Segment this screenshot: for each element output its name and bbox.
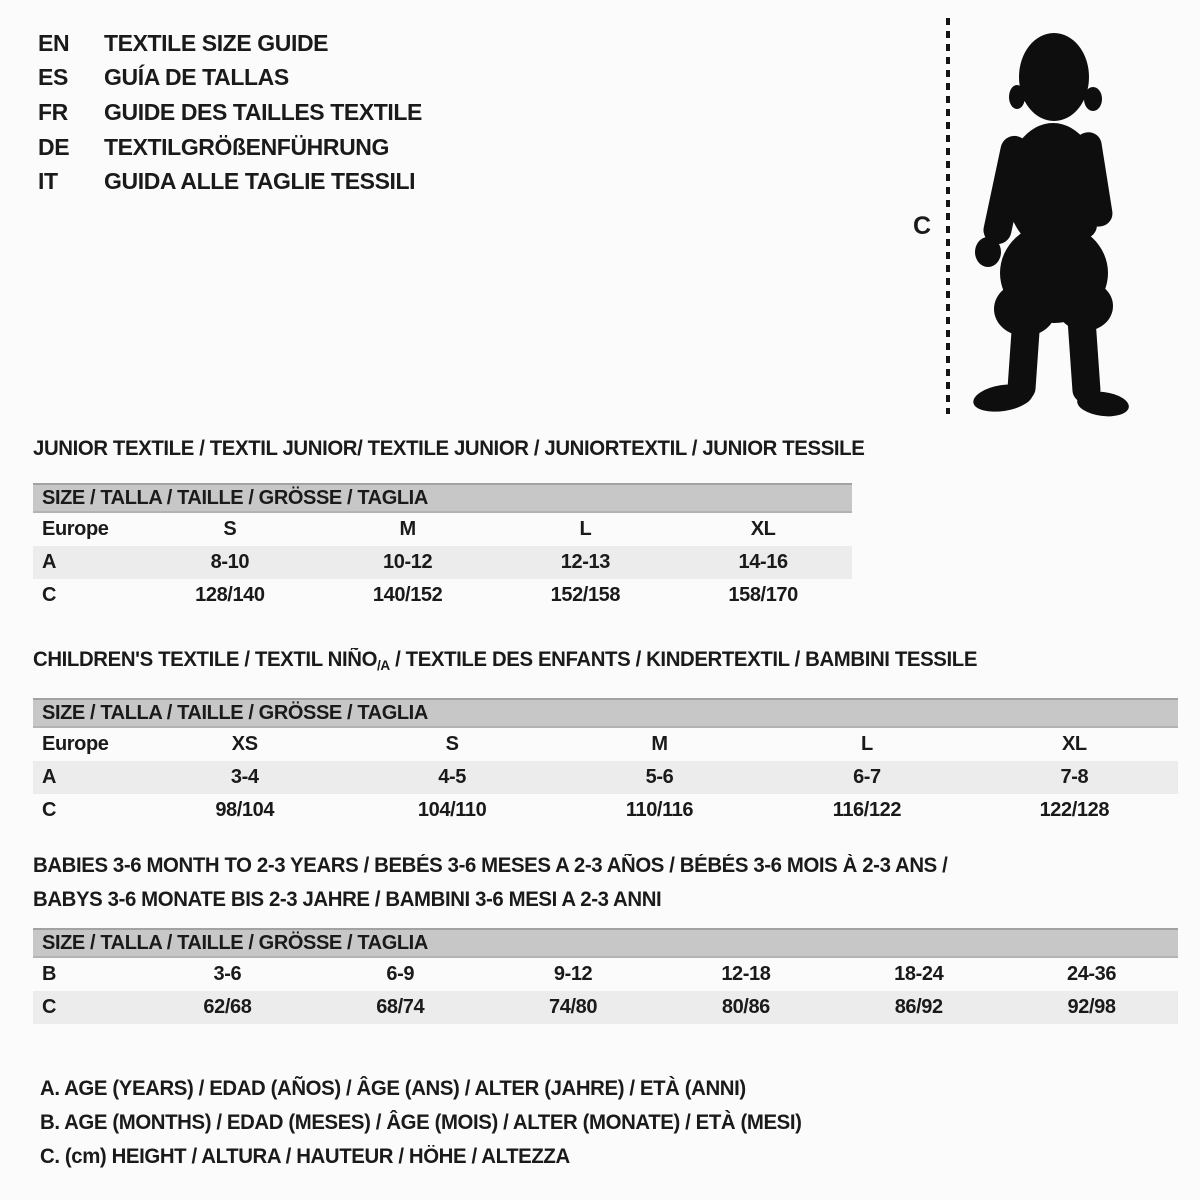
- table-cell: XL: [750, 518, 776, 540]
- table-cell: 62/68: [203, 996, 252, 1018]
- table-cell: XS: [231, 733, 258, 755]
- babies-textile-section: [33, 849, 1178, 1024]
- table-cell: 24-36: [1066, 963, 1117, 985]
- table-cell: 18-24: [894, 963, 944, 985]
- table-cell: 158/170: [728, 584, 798, 606]
- language-row-en: [38, 26, 422, 61]
- table-cell: 110/116: [625, 799, 694, 821]
- table-cell: 140/152: [372, 584, 443, 606]
- section-title-text: CHILDREN'S TEXTILE / TEXTIL NIÑO: [33, 648, 378, 671]
- size-table: [33, 958, 1178, 1024]
- measurement-legend: [40, 1072, 825, 1174]
- table-cell: 12-13: [560, 551, 610, 573]
- language-row-fr: [38, 95, 422, 130]
- legend-line-b: B. AGE (MONTHS) / EDAD (MESES) / ÂGE (MOIS) / ALTER (MONATE) / ETÀ (MESI): [40, 1111, 802, 1134]
- language-row-es: [38, 61, 422, 96]
- table-cell: 5-6: [645, 766, 674, 788]
- table-cell: L: [579, 518, 592, 540]
- height-measure-label: C: [913, 212, 931, 240]
- table-cell: XL: [1061, 733, 1087, 755]
- table-row: [33, 761, 1178, 794]
- height-measure-dashed-line: [944, 16, 952, 416]
- table-cell: 152/158: [550, 584, 621, 606]
- table-cell: S: [445, 733, 459, 755]
- language-title: TEXTILGRÖßENFÜHRUNG: [104, 133, 389, 160]
- language-code: IT: [38, 168, 58, 195]
- table-cell: 10-12: [383, 551, 433, 573]
- language-code: ES: [38, 64, 68, 91]
- table-cell: 68/74: [376, 996, 425, 1018]
- table-row: [33, 546, 852, 579]
- size-header-bar: SIZE / TALLA / TAILLE / GRÖSSE / TAGLIA: [33, 928, 1178, 958]
- table-cell: 6-7: [853, 766, 881, 788]
- table-cell: 116/122: [832, 799, 902, 821]
- language-row-de: [38, 130, 422, 165]
- table-cell: 86/92: [894, 996, 943, 1018]
- table-row: [33, 579, 852, 612]
- row-label: C: [42, 996, 57, 1018]
- section-title-line2: BABYS 3-6 MONATE BIS 2-3 JAHRE / BAMBINI 3-6 MESI A 2-3 ANNI: [33, 888, 662, 911]
- table-cell: 8-10: [210, 551, 250, 573]
- language-title: TEXTILE SIZE GUIDE: [104, 29, 329, 56]
- language-code: FR: [38, 98, 68, 125]
- table-cell: 92/98: [1067, 996, 1116, 1018]
- language-code: DE: [38, 133, 70, 160]
- language-title: GUIDE DES TAILLES TEXTILE: [104, 98, 422, 125]
- table-cell: 12-18: [721, 963, 771, 985]
- size-header-bar: SIZE / TALLA / TAILLE / GRÖSSE / TAGLIA: [33, 698, 1178, 728]
- children-textile-section: [33, 648, 1178, 827]
- table-cell: 6-9: [386, 963, 415, 985]
- table-cell: 14-16: [738, 551, 788, 573]
- row-label: C: [42, 799, 57, 821]
- table-cell: 3-6: [213, 963, 242, 985]
- row-label: C: [42, 584, 57, 606]
- language-list: [38, 26, 422, 199]
- table-cell: 4-5: [438, 766, 466, 788]
- row-label: A: [42, 766, 57, 788]
- table-row: [33, 991, 1178, 1024]
- table-cell: 74/80: [549, 996, 598, 1018]
- table-row: [33, 958, 1178, 991]
- size-header-bar: SIZE / TALLA / TAILLE / GRÖSSE / TAGLIA: [33, 483, 852, 513]
- size-table: [33, 728, 1178, 827]
- table-cell: M: [399, 518, 416, 540]
- table-cell: S: [223, 518, 237, 540]
- language-title: GUIDA ALLE TAGLIE TESSILI: [104, 168, 416, 195]
- language-code: EN: [38, 29, 70, 56]
- table-cell: 128/140: [195, 584, 265, 606]
- junior-textile-section: [33, 437, 865, 612]
- table-cell: 122/128: [1039, 799, 1110, 821]
- table-row: [33, 728, 1178, 761]
- table-cell: M: [651, 733, 668, 755]
- language-title: GUÍA DE TALLAS: [104, 64, 289, 91]
- table-cell: 98/104: [215, 799, 275, 821]
- table-cell: 9-12: [553, 963, 593, 985]
- toddler-silhouette-icon: [966, 17, 1132, 417]
- row-label: Europe: [42, 733, 109, 755]
- table-cell: L: [861, 733, 873, 755]
- row-label: B: [42, 963, 57, 985]
- size-table: [33, 513, 852, 612]
- row-label: A: [42, 551, 57, 573]
- legend-line-c: C. (cm) HEIGHT / ALTURA / HAUTEUR / HÖHE / ALTEZZA: [40, 1145, 570, 1168]
- section-title-subscript: /A: [377, 657, 390, 673]
- section-title-line1: BABIES 3-6 MONTH TO 2-3 YEARS / BEBÉS 3-6 MESES A 2-3 AÑOS / BÉBÉS 3-6 MOIS À 2-3 ANS /: [33, 854, 948, 877]
- language-row-it: [38, 164, 422, 199]
- table-row: [33, 794, 1178, 827]
- table-cell: 7-8: [1060, 766, 1089, 788]
- table-cell: 80/86: [721, 996, 770, 1018]
- table-cell: 104/110: [417, 799, 487, 821]
- row-label: Europe: [42, 518, 109, 540]
- table-row: [33, 513, 852, 546]
- section-title: JUNIOR TEXTILE / TEXTIL JUNIOR/ TEXTILE JUNIOR / JUNIORTEXTIL / JUNIOR TESSILE: [33, 437, 865, 460]
- legend-line-a: A. AGE (YEARS) / EDAD (AÑOS) / ÂGE (ANS) / ALTER (JAHRE) / ETÀ (ANNI): [40, 1077, 746, 1100]
- table-cell: 3-4: [230, 766, 259, 788]
- section-title: [33, 648, 1144, 677]
- section-title-text: / TEXTILE DES ENFANTS / KINDERTEXTIL / BAMBINI TESSILE: [389, 648, 978, 671]
